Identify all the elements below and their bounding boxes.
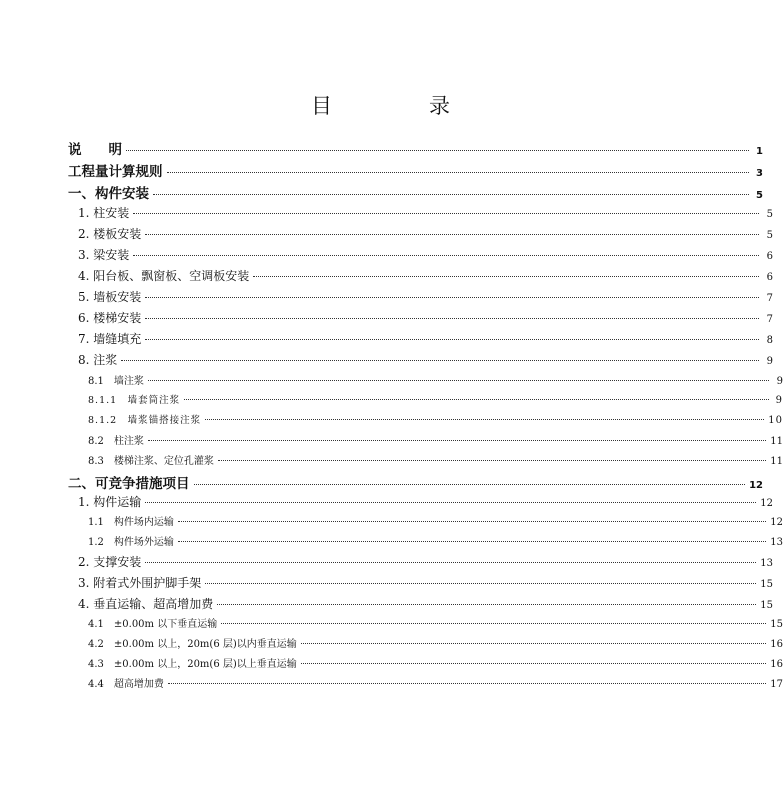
toc-entry[interactable] (0, 309, 773, 326)
toc-entry-page: 7 (766, 314, 773, 325)
toc-entry-page: 13 (770, 537, 783, 548)
toc-entry-page: 5 (766, 209, 773, 220)
toc-entry-page: 17 (770, 679, 783, 690)
toc-entry-page: 9 (766, 356, 773, 367)
toc-entry-page: 12 (749, 480, 763, 491)
toc-entry[interactable] (0, 615, 783, 630)
dot-leader (126, 150, 749, 151)
toc-entry-label: 4.1 ±0.00m 以下垂直运输 (88, 619, 218, 630)
toc-entry-label: 4. 垂直运输、超高增加费 (78, 597, 214, 611)
toc-entry-label: 1. 构件运输 (78, 495, 142, 509)
toc-entry[interactable] (0, 513, 783, 528)
toc-entry-page: 1 (756, 146, 763, 157)
toc-entry-label: 二、可竞争措施项目 (68, 476, 190, 492)
dot-leader (184, 399, 769, 400)
toc-entry[interactable] (0, 160, 763, 180)
dot-leader (167, 172, 750, 173)
toc-entry[interactable] (0, 288, 773, 305)
toc-entry[interactable] (0, 182, 763, 202)
dot-leader (145, 318, 759, 319)
toc-entry-page: 11 (770, 456, 783, 467)
dot-leader (148, 440, 766, 441)
toc-entry[interactable] (0, 533, 783, 548)
toc-entry-page: 16 (770, 659, 783, 670)
toc-entry-page: 15 (770, 619, 783, 630)
toc-entry[interactable] (0, 553, 773, 570)
toc-entry[interactable] (0, 635, 783, 650)
toc-entry-label: 6. 楼梯安装 (78, 311, 142, 325)
toc-entry-page: 6 (766, 251, 773, 262)
page-title: 目 录 (311, 94, 488, 118)
toc-entry-page: 3 (756, 168, 763, 179)
dot-leader (217, 604, 756, 605)
toc-entry-page: 11 (770, 436, 783, 447)
toc-entry-label: 一、构件安装 (68, 186, 149, 202)
toc-entry-label: 8.1 墙注浆 (88, 376, 144, 387)
dot-leader (145, 562, 756, 563)
dot-leader (301, 643, 767, 644)
dot-leader (301, 663, 767, 664)
toc-entry-label: 8.1.2 墙浆锚搭接注浆 (88, 415, 202, 426)
toc-entry-page: 8 (766, 335, 773, 346)
toc-entry-label: 4.4 超高增加费 (88, 679, 164, 690)
toc-entry[interactable] (0, 452, 783, 467)
toc-entry-page: 10 (768, 415, 783, 426)
dot-leader (145, 234, 759, 235)
dot-leader (178, 521, 766, 522)
dot-leader (205, 419, 764, 420)
toc-entry[interactable] (0, 493, 773, 510)
dot-leader (145, 502, 756, 503)
toc-entry-page: 9 (775, 395, 783, 406)
toc-entry[interactable] (0, 138, 763, 158)
toc-entry-label: 2. 支撑安装 (78, 555, 142, 569)
dot-leader (218, 460, 766, 461)
dot-leader (145, 297, 759, 298)
toc-entry-page: 16 (770, 639, 783, 650)
toc-entry-page: 12 (760, 498, 773, 509)
toc-entry-page: 5 (756, 190, 763, 201)
toc-entry-label: 8. 注浆 (78, 353, 118, 367)
dot-leader (168, 683, 766, 684)
toc-entry[interactable] (0, 330, 773, 347)
toc-entry-label: 2. 楼板安装 (78, 227, 142, 241)
toc-entry[interactable] (0, 472, 763, 492)
toc-entry[interactable] (0, 225, 773, 242)
toc-entry-label: 1.1 构件场内运输 (88, 517, 174, 528)
dot-leader (221, 623, 766, 624)
toc-entry[interactable] (0, 412, 783, 426)
toc-entry-label: 4.3 ±0.00m 以上，20m(6 层)以上垂直运输 (88, 659, 297, 670)
toc-entry-label: 3. 梁安装 (78, 248, 130, 262)
dot-leader (148, 380, 769, 381)
toc-entry-label: 8.3 楼梯注浆、定位孔灌浆 (88, 456, 214, 467)
dot-leader (145, 339, 759, 340)
dot-leader (153, 194, 749, 195)
toc-entry-label: 1. 柱安装 (78, 206, 130, 220)
toc-entry-label: 4. 阳台板、飘窗板、空调板安装 (78, 269, 250, 283)
toc-entry-label: 3. 附着式外围护脚手架 (78, 576, 202, 590)
toc-entry[interactable] (0, 372, 783, 387)
toc-entry-label: 7. 墙缝填充 (78, 332, 142, 346)
toc-entry-label: 5. 墙板安装 (78, 290, 142, 304)
toc-entry-page: 7 (766, 293, 773, 304)
dot-leader (121, 360, 759, 361)
toc-entry[interactable] (0, 351, 773, 368)
dot-leader (178, 541, 766, 542)
toc-entry[interactable] (0, 675, 783, 690)
toc-entry[interactable] (0, 574, 773, 591)
toc-entry-label: 说 明 (68, 142, 122, 158)
toc-entry-page: 5 (766, 230, 773, 241)
toc-entry-page: 12 (770, 517, 783, 528)
toc-entry-label: 8.1.1 墙套筒注浆 (88, 395, 181, 406)
toc-entry[interactable] (0, 595, 773, 612)
toc-entry-page: 9 (776, 376, 783, 387)
dot-leader (253, 276, 759, 277)
toc-entry-label: 4.2 ±0.00m 以上，20m(6 层)以内垂直运输 (88, 639, 297, 650)
toc-entry[interactable] (0, 246, 773, 263)
toc-entry[interactable] (0, 204, 773, 221)
toc-entry[interactable] (0, 655, 783, 670)
dot-leader (205, 583, 756, 584)
toc-entry-label: 工程量计算规则 (68, 164, 163, 180)
toc-entry-page: 6 (766, 272, 773, 283)
dot-leader (133, 213, 759, 214)
toc-entry-label: 1.2 构件场外运输 (88, 537, 174, 548)
toc-entry[interactable] (0, 432, 783, 447)
toc-entry-page: 15 (760, 600, 773, 611)
toc-entry-label: 8.2 柱注浆 (88, 436, 144, 447)
toc-entry[interactable] (0, 267, 773, 284)
toc-entry[interactable] (0, 392, 783, 406)
toc-entry-page: 15 (760, 579, 773, 590)
dot-leader (133, 255, 759, 256)
toc-entry-page: 13 (760, 558, 773, 569)
dot-leader (194, 484, 746, 485)
